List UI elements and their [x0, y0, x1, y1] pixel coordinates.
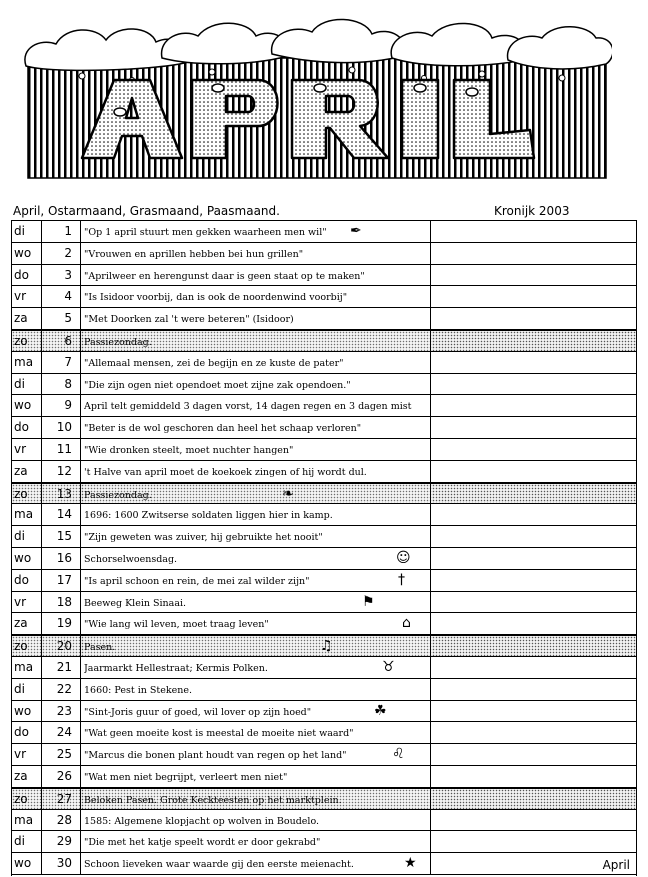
- footer-month-label: April: [602, 857, 630, 872]
- day-note-cell: 't Halve van april moet de koekoek zingen of hij wordt dul.: [84, 466, 367, 478]
- day-note-cell: "Met Doorken zal 't were beteren" (Isidoor): [84, 314, 294, 326]
- weekday-cell: ma: [14, 354, 34, 369]
- day-number-cell: 29: [41, 831, 81, 852]
- notes-column-cell: [430, 744, 636, 765]
- notes-column-cell: [430, 395, 636, 416]
- day-row: [12, 722, 636, 744]
- day-number-cell: 4: [41, 286, 81, 307]
- notes-column-cell: [430, 308, 636, 329]
- weekday-cell: vr: [14, 289, 27, 304]
- weekday-cell: za: [14, 769, 28, 783]
- day-number-cell: 13: [41, 484, 81, 504]
- day-row: [12, 395, 636, 417]
- weekday-cell: wo: [14, 703, 32, 718]
- dragon-icon: ☘: [374, 702, 387, 719]
- day-row: [12, 657, 636, 679]
- day-note-cell: Passiezondag.: [84, 331, 432, 351]
- lock-icon: ⌂: [402, 615, 411, 632]
- day-number-cell: 7: [41, 352, 81, 373]
- notes-column-cell: [430, 810, 636, 831]
- day-note-cell: Beeweg Klein Sinaai.: [84, 597, 187, 609]
- notes-column-cell: [430, 265, 636, 286]
- chronicle-year-label: Kronijk 2003: [494, 204, 570, 218]
- day-number-cell: 25: [41, 744, 81, 765]
- day-note-cell: "Marcus die bonen plant houdt van regen op het land": [84, 750, 347, 762]
- notes-column-cell: [430, 853, 636, 874]
- day-note-cell: Pasen.: [84, 636, 432, 656]
- goblet-icon: †: [398, 571, 405, 588]
- day-number-cell: 3: [41, 265, 81, 286]
- weekday-cell: za: [14, 311, 28, 326]
- day-number-cell: 17: [41, 570, 81, 591]
- day-row: [12, 330, 636, 352]
- notes-column-cell: [430, 548, 636, 569]
- day-note-cell: Schoon lieveken waar waarde gij den eerste meienacht.: [84, 859, 354, 871]
- day-row: [12, 526, 636, 548]
- notes-column-cell: [430, 221, 636, 242]
- day-number-cell: 12: [41, 461, 81, 482]
- day-number-cell: 24: [41, 722, 81, 743]
- notes-column-cell: [430, 286, 636, 307]
- day-row: [12, 461, 636, 483]
- day-row: [12, 352, 636, 374]
- day-number-cell: 5: [41, 308, 81, 329]
- notes-column-cell: [430, 243, 636, 264]
- day-row: [12, 243, 636, 265]
- day-row: [12, 679, 636, 701]
- day-row: [12, 831, 636, 853]
- day-note-cell: "Vrouwen en aprillen hebben bei hun grillen": [84, 248, 304, 260]
- palm-branch-icon: ❧: [282, 485, 294, 502]
- notes-column-cell: [430, 374, 636, 395]
- weekday-cell: ma: [14, 812, 34, 827]
- notes-column-cell: [430, 789, 636, 809]
- day-number-cell: 15: [41, 526, 81, 547]
- april-banner: [22, 8, 612, 188]
- day-row: [12, 592, 636, 614]
- weekday-cell: ma: [14, 660, 34, 674]
- day-note-cell: "Sint-Joris guur of goed, wil lover op zijn hoed": [84, 706, 312, 718]
- weekday-cell: za: [14, 616, 28, 631]
- day-note-cell: "Is Isidoor voorbij, dan is ook de noordenwind voorbij": [84, 292, 348, 304]
- signature-icon: ✒: [350, 223, 362, 239]
- day-note-cell: "Zijn geweten was zuiver, hij gebruikte het nooit": [84, 532, 323, 544]
- day-note-cell: "Op 1 april stuurt men gekken waarheen men wil": [84, 227, 327, 238]
- day-note-cell: "Aprilweer en herengunst daar is geen staat op te maken": [84, 270, 365, 282]
- day-number-cell: 22: [41, 679, 81, 700]
- banner-title: APRIL: [22, 8, 25, 9]
- weekday-cell: di: [14, 834, 25, 849]
- notes-column-cell: [430, 570, 636, 591]
- weekday-cell: zo: [12, 484, 41, 504]
- weekday-cell: vr: [14, 442, 27, 456]
- day-note-cell: "Wie dronken steelt, moet nuchter hangen": [84, 445, 294, 456]
- day-row: [12, 286, 636, 308]
- day-note-cell: "Is april schoon en rein, de mei zal wilder zijn": [84, 575, 310, 587]
- flag-taurus-icon: ♉: [382, 659, 395, 675]
- weekday-cell: do: [14, 420, 29, 435]
- day-row: [12, 439, 636, 461]
- day-row: [12, 221, 636, 243]
- day-note-cell: Schorselwoensdag.: [84, 554, 178, 565]
- day-note-cell: "Allemaal mensen, zei de begijn en ze kuste de pater": [84, 357, 344, 369]
- weekday-cell: di: [14, 529, 25, 544]
- lion-icon: ♌: [392, 746, 405, 763]
- day-row: [12, 570, 636, 592]
- witch-icon: ★: [404, 855, 417, 872]
- day-row: [12, 548, 636, 570]
- day-number-cell: 23: [41, 701, 81, 722]
- day-number-cell: 19: [41, 613, 81, 634]
- day-note-cell: Jaarmarkt Hellestraat; Kermis Polken.: [84, 663, 268, 674]
- day-row: [12, 635, 636, 657]
- weekday-cell: wo: [14, 398, 32, 413]
- weekday-cell: zo: [12, 636, 41, 656]
- day-row: [12, 483, 636, 505]
- notes-column-cell: [430, 439, 636, 460]
- day-number-cell: 21: [41, 657, 81, 678]
- day-note-cell: "Beter is de wol geschoren dan heel het schaap verloren": [84, 423, 362, 435]
- day-row: [12, 853, 636, 875]
- day-number-cell: 6: [41, 331, 81, 351]
- weekday-cell: vr: [14, 594, 27, 609]
- day-number-cell: 2: [41, 243, 81, 264]
- day-row: [12, 810, 636, 832]
- day-note-cell: "Wie lang wil leven, moet traag leven": [84, 619, 269, 631]
- weekday-cell: di: [14, 224, 25, 238]
- notes-column-cell: [430, 352, 636, 373]
- notes-column-cell: [430, 701, 636, 722]
- notes-column-cell: [430, 679, 636, 700]
- month-names-subtitle: April, Ostarmaand, Grasmaand, Paasmaand.: [13, 204, 280, 218]
- day-note-cell: 1585: Algemene klopjacht op wolven in Boudelo.: [84, 815, 320, 827]
- day-note-cell: Passiezondag.: [84, 484, 432, 504]
- day-number-cell: 26: [41, 766, 81, 787]
- day-number-cell: 30: [41, 853, 81, 874]
- day-number-cell: 10: [41, 417, 81, 438]
- day-number-cell: 16: [41, 548, 81, 569]
- weekday-cell: do: [14, 267, 29, 282]
- day-note-cell: "Wat geen moeite kost is meestal de moeite niet waard": [84, 728, 354, 740]
- notes-column-cell: [430, 331, 636, 351]
- day-row: [12, 788, 636, 810]
- day-row: [12, 265, 636, 287]
- day-number-cell: 11: [41, 439, 81, 460]
- weekday-cell: do: [14, 725, 29, 740]
- weekday-cell: wo: [14, 245, 32, 260]
- bells-icon: ♫: [320, 638, 333, 655]
- day-number-cell: 28: [41, 810, 81, 831]
- weekday-cell: za: [14, 463, 28, 478]
- day-number-cell: 18: [41, 592, 81, 613]
- weekday-cell: do: [14, 572, 29, 587]
- day-number-cell: 8: [41, 374, 81, 395]
- smiley-icon: ☺: [396, 550, 411, 566]
- day-note-cell: "Wat men niet begrijpt, verleert men niet": [84, 772, 288, 783]
- notes-column-cell: [430, 461, 636, 482]
- calendar-table: [11, 220, 637, 876]
- notes-column-cell: [430, 613, 636, 634]
- day-row: [12, 374, 636, 396]
- day-row: [12, 504, 636, 526]
- day-row: [12, 308, 636, 330]
- day-note-cell: 1660: Pest in Stekene.: [84, 684, 192, 696]
- notes-column-cell: [430, 766, 636, 787]
- weekday-cell: zo: [12, 789, 41, 809]
- day-number-cell: 1: [41, 221, 81, 242]
- notes-column-cell: [430, 526, 636, 547]
- weekday-cell: wo: [14, 856, 32, 871]
- notes-column-cell: [430, 417, 636, 438]
- day-row: [12, 613, 636, 635]
- notes-column-cell: [430, 657, 636, 678]
- weekday-cell: zo: [12, 331, 41, 351]
- day-number-cell: 14: [41, 504, 81, 525]
- day-row: [12, 744, 636, 766]
- notes-column-cell: [430, 592, 636, 613]
- banner-icon: ⚑: [362, 593, 375, 610]
- notes-column-cell: [430, 831, 636, 852]
- day-row: [12, 766, 636, 788]
- notes-column-cell: [430, 504, 636, 525]
- day-row: [12, 701, 636, 723]
- day-number-cell: 27: [41, 789, 81, 809]
- notes-column-cell: [430, 722, 636, 743]
- day-row: [12, 417, 636, 439]
- day-note-cell: April telt gemiddeld 3 dagen vorst, 14 dagen regen en 3 dagen mist: [84, 401, 412, 413]
- day-note-cell: "Die zijn ogen niet opendoet moet zijne zak opendoen.": [84, 379, 351, 391]
- notes-column-cell: [430, 636, 636, 656]
- weekday-cell: wo: [14, 551, 32, 565]
- day-note-cell: Beloken Pasen. Grote Keckteesten op het marktplein.: [84, 789, 432, 809]
- day-number-cell: 20: [41, 636, 81, 656]
- weekday-cell: di: [14, 376, 25, 391]
- day-note-cell: "Die met het katje speelt wordt er door gekrabd": [84, 837, 321, 849]
- weekday-cell: ma: [14, 507, 34, 522]
- day-number-cell: 9: [41, 395, 81, 416]
- weekday-cell: vr: [14, 747, 27, 762]
- day-note-cell: 1696: 1600 Zwitserse soldaten liggen hier in kamp.: [84, 510, 333, 522]
- notes-column-cell: [430, 484, 636, 504]
- weekday-cell: di: [14, 681, 25, 696]
